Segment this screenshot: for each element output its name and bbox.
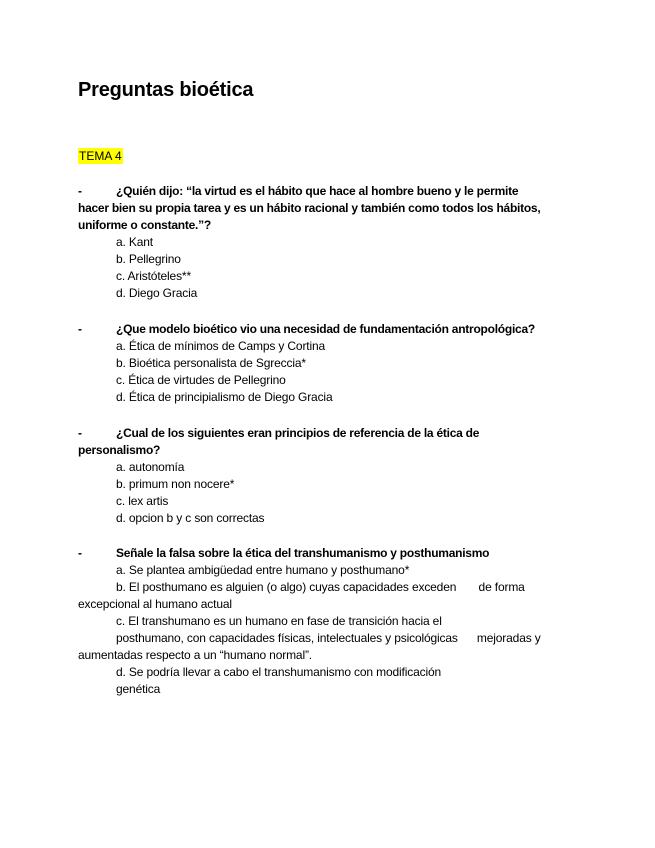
question-line: Señale la falsa sobre la ética del transhumanismo y posthumanismo: [116, 546, 490, 560]
question-line: personalismo?: [78, 443, 161, 457]
bullet: -: [78, 184, 82, 198]
option-d: d. Ética de principialismo de Diego Gracia: [116, 390, 333, 404]
option-b: b. Bioética personalista de Sgreccia*: [116, 356, 306, 370]
question-4: [78, 545, 588, 698]
option-b-continued: excepcional al humano actual: [78, 597, 232, 611]
question-line: ¿Cual de los siguientes eran principios de referencia de la ética de: [116, 426, 480, 440]
question-2: [78, 321, 578, 406]
question-line: hacer bien su propia tarea y es un hábito racional y también como todos los hábitos,: [78, 201, 541, 215]
question-3: [78, 425, 578, 527]
question-1-text: [78, 183, 578, 234]
option-c: c. Ética de virtudes de Pellegrino: [116, 373, 286, 387]
option-c: c. lex artis: [116, 494, 169, 508]
option-c-continued: posthumano, con capacidades físicas, intelectuales y psicológicas mejoradas y: [116, 631, 541, 645]
option-a: a. autonomía: [116, 460, 185, 474]
bullet: -: [78, 546, 82, 560]
question-line: ¿Quién dijo: “la virtud es el hábito que hace al hombre bueno y le permite: [116, 184, 519, 198]
option-a: a. Se plantea ambigüedad entre humano y posthumano*: [116, 563, 410, 577]
option-d: d. opcion b y c son correctas: [116, 511, 265, 525]
question-line: uniforme o constante.”?: [78, 218, 211, 232]
bullet: -: [78, 426, 82, 440]
option-b: b. primum non nocere*: [116, 477, 235, 491]
option-b: b. Pellegrino: [116, 252, 181, 266]
option-c: c. Aristóteles**: [116, 269, 191, 283]
bullet: -: [78, 322, 82, 336]
option-c-continued: aumentadas respecto a un “humano normal”.: [78, 648, 312, 662]
option-c: c. El transhumano es un humano en fase de transición hacia el: [116, 614, 442, 628]
question-3-text: [78, 425, 578, 459]
option-a: a. Ética de mínimos de Camps y Cortina: [116, 339, 326, 353]
option-b: b. El posthumano es alguien (o algo) cuyas capacidades exceden de forma: [116, 580, 525, 594]
option-d: d. Se podría llevar a cabo el transhumanismo con modificación: [116, 665, 442, 679]
question-2-text: [78, 321, 578, 338]
page-title: Preguntas bioética: [78, 79, 254, 101]
option-d-continued: genética: [116, 682, 161, 696]
question-1: [78, 183, 578, 302]
option-a: a. Kant: [116, 235, 153, 249]
question-4-text: [78, 545, 588, 562]
option-d: d. Diego Gracia: [116, 286, 198, 300]
question-line: ¿Que modelo bioético vio una necesidad de fundamentación antropológica?: [116, 322, 535, 336]
topic-label: TEMA 4: [79, 149, 122, 163]
